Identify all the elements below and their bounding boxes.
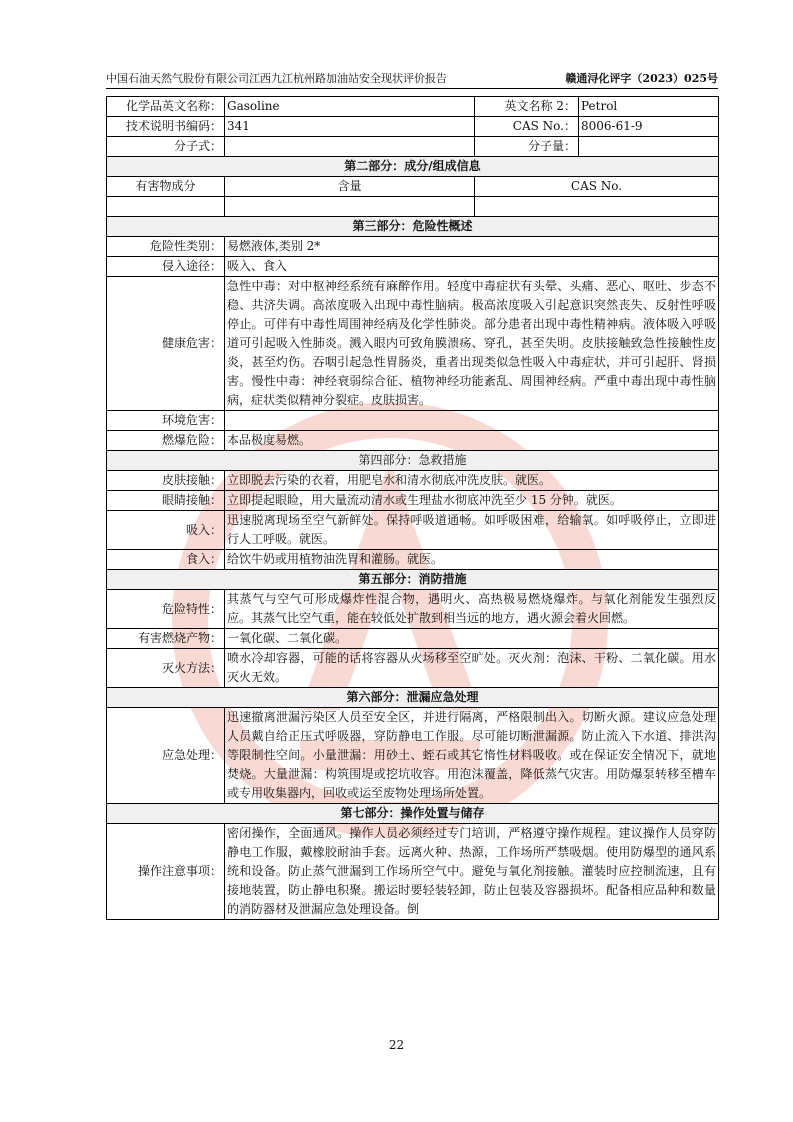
entry-route-value: 吸入、食入 [225, 257, 719, 277]
cas-label: CAS No.： [475, 117, 579, 137]
ingestion-label: 食入： [107, 550, 225, 570]
section-2-title: 第二部分：成分/组成信息 [107, 157, 719, 177]
mw-value [579, 137, 719, 157]
composition-col-content: 含量 [225, 177, 475, 197]
en-name-value: Gasoline [225, 97, 475, 117]
skin-contact-value: 立即脱去污染的衣着，用肥皂水和清水彻底冲洗皮肤。就医。 [225, 471, 719, 491]
en-name-label: 化学品英文名称： [107, 97, 225, 117]
section-3-title: 第三部分：危险性概述 [107, 217, 719, 237]
health-hazard-label: 健康危害： [107, 277, 225, 411]
extinguish-method-value: 喷水冷却容器，可能的话将容器从火场移至空旷处。灭火剂：泡沫、干粉、二氧化碳。用水灭火无效。 [225, 649, 719, 688]
emergency-response-value: 迅速撤离泄漏污染区人员至安全区，并进行隔离，严格限制出入。切断火源。建议应急处理人员戴自给正压式呼吸器，穿防静电工作服。尽可能切断泄漏源。防止流入下水道、排洪沟等限制性空间。小量泄漏：用砂土、蛭石或其它惰性材料吸收。或在保证安全情况下，就地焚烧。大量泄漏：构筑围堤或挖坑收容。用泡沫覆盖，降低蒸气灾害。用防爆泵转移至槽车或专用收集器内，回收或运至废物处理场所处置。 [225, 708, 719, 804]
section-5-title: 第五部分：消防措施 [107, 570, 719, 590]
inhalation-value: 迅速脱离现场至空气新鲜处。保持呼吸道通畅。如呼吸困难，给输氧。如呼吸停止，立即进行人工呼吸。就医。 [225, 511, 719, 550]
hazard-class-label: 危险性类别： [107, 237, 225, 257]
fire-hazard-value: 本品极度易燃。 [225, 431, 719, 451]
eye-contact-value: 立即提起眼睑，用大量流动清水或生理盐水彻底冲洗至少 15 分钟。就医。 [225, 491, 719, 511]
operation-notes-label: 操作注意事项： [107, 824, 225, 920]
hazard-properties-label: 危险特性： [107, 590, 225, 629]
section-6-title: 第六部分：泄漏应急处理 [107, 688, 719, 708]
composition-cell [107, 197, 225, 217]
composition-col-cas: CAS No. [475, 177, 719, 197]
safety-data-sheet-table [106, 96, 719, 920]
env-hazard-label: 环境危害： [107, 411, 225, 431]
formula-label: 分子式： [107, 137, 225, 157]
cas-value: 8006-61-9 [579, 117, 719, 137]
eye-contact-label: 眼睛接触： [107, 491, 225, 511]
composition-col-component: 有害物成分 [107, 177, 225, 197]
page-header [106, 70, 718, 89]
en-name2-label: 英文名称 2： [475, 97, 579, 117]
tech-code-value: 341 [225, 117, 475, 137]
operation-notes-value: 密闭操作，全面通风。操作人员必须经过专门培训，严格遵守操作规程。建议操作人员穿防静电工作服，戴橡胶耐油手套。远离火种、热源，工作场所严禁吸烟。使用防爆型的通风系统和设备。防止蒸气泄漏到工作场所空气中。避免与氧化剂接触。灌装时应控制流速，且有接地装置，防止静电积聚。搬运时要轻装轻卸，防止包装及容器损坏。配备相应品种和数量的消防器材及泄漏应急处理设备。倒 [225, 824, 719, 920]
page-number: 22 [388, 1038, 405, 1052]
header-doc-number: 赣通浔化评字（2023）025号 [565, 72, 718, 85]
extinguish-method-label: 灭火方法： [107, 649, 225, 688]
health-hazard-value: 急性中毒：对中枢神经系统有麻醉作用。轻度中毒症状有头晕、头痛、恶心、呕吐、步态不稳、共济失调。高浓度吸入出现中毒性脑病。极高浓度吸入引起意识突然丧失、反射性呼吸停止。可伴有中毒性周围神经病及化学性肺炎。部分患者出现中毒性精神病。液体吸入呼吸道可引起吸入性肺炎。溅入眼内可致角膜溃疡、穿孔，甚至失明。皮肤接触致急性接触性皮炎，甚至灼伤。吞咽引起急性胃肠炎，重者出现类似急性吸入中毒症状，并可引起肝、肾损害。慢性中毒：神经衰弱综合征、植物神经功能紊乱、周围神经病。严重中毒出现中毒性脑病，症状类似精神分裂症。皮肤损害。 [225, 277, 719, 411]
ingestion-value: 给饮牛奶或用植物油洗胃和灌肠。就医。 [225, 550, 719, 570]
en-name2-value: Petrol [579, 97, 719, 117]
fire-hazard-label: 燃爆危险： [107, 431, 225, 451]
skin-contact-label: 皮肤接触： [107, 471, 225, 491]
tech-code-label: 技术说明书编码： [107, 117, 225, 137]
hazard-class-value: 易燃液体,类别 2* [225, 237, 719, 257]
header-company: 中国石油天然气股份有限公司江西九江杭州路加油站安全现状评价报告 [106, 72, 447, 85]
combustion-products-label: 有害燃烧产物： [107, 629, 225, 649]
combustion-products-value: 一氧化碳、二氧化碳。 [225, 629, 719, 649]
mw-label: 分子量： [475, 137, 579, 157]
inhalation-label: 吸入： [107, 511, 225, 550]
formula-value [225, 137, 475, 157]
composition-cell [475, 197, 719, 217]
emergency-response-label: 应急处理： [107, 708, 225, 804]
entry-route-label: 侵入途径： [107, 257, 225, 277]
composition-cell [225, 197, 475, 217]
hazard-properties-value: 其蒸气与空气可形成爆炸性混合物，遇明火、高热极易燃烧爆炸。与氧化剂能发生强烈反应。其蒸气比空气重，能在较低处扩散到相当远的地方，遇火源会着火回燃。 [225, 590, 719, 629]
env-hazard-value [225, 411, 719, 431]
section-7-title: 第七部分：操作处置与储存 [107, 804, 719, 824]
section-4-title: 第四部分：急救措施 [107, 451, 719, 471]
